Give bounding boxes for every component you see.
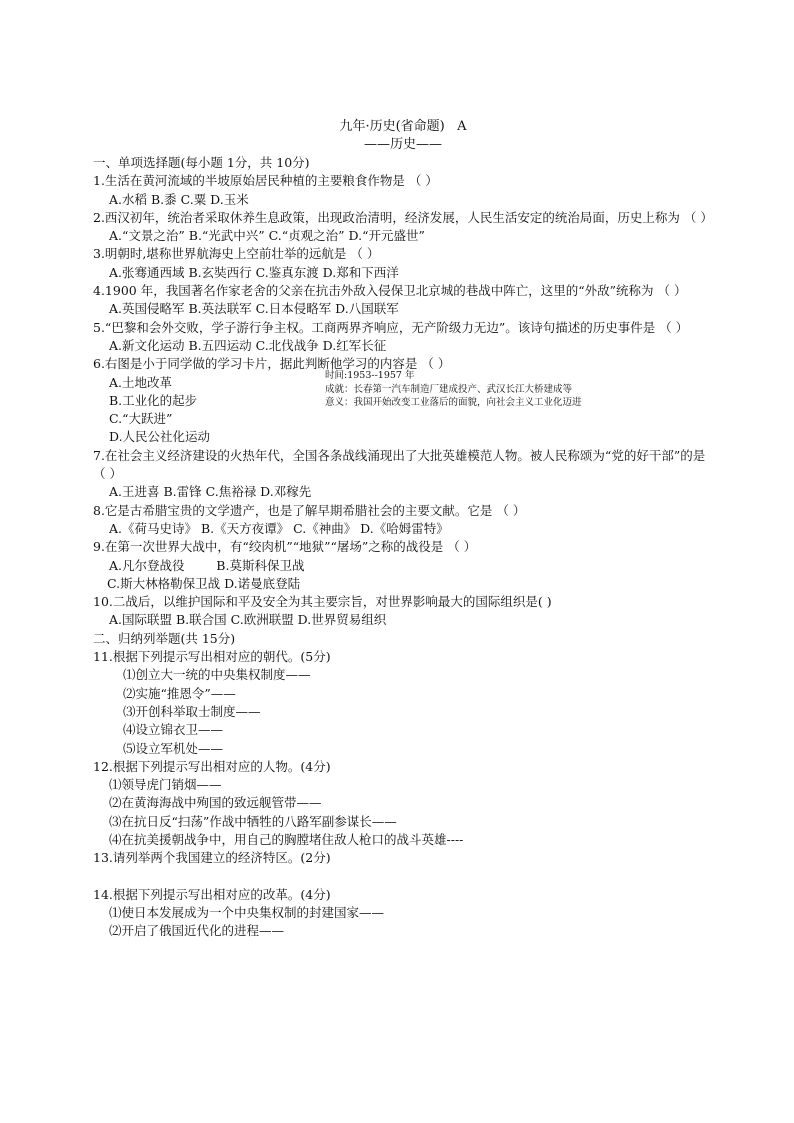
study-card-achievement: 成就：长春第一汽车制造厂建成投产、武汉长江大桥建成等 [325, 383, 573, 395]
q11-item-4: ⑷设立锦衣卫—— [123, 722, 224, 738]
q11-item-1: ⑴创立大一统的中央集权制度—— [123, 667, 311, 683]
q6-block [93, 355, 713, 446]
q13-answer-space [93, 868, 713, 886]
q5-options: A.新文化运动 B.五四运动 C.北伐战争 D.红军长征 [109, 337, 387, 353]
q7-options: A.王进喜 B.雷锋 C.焦裕禄 D.邓稼先 [109, 484, 312, 500]
q10-options: A.国际联盟 B.联合国 C.欧洲联盟 D.世界贸易组织 [109, 612, 387, 628]
q3-options: A.张骞通西域 B.玄奘西行 C.鉴真东渡 D.郑和下西洋 [109, 264, 399, 280]
study-card-significance: 意义：我国开始改变工业落后的面貌，向社会主义工业化迈进 [325, 397, 582, 409]
q5-stem: 5.“巴黎和会外交败，学子游行争主权。工商两界齐响应，无产阶级力无边”。该诗句描述的历史事件是 （ ） [93, 319, 689, 335]
q12-item-1: ⑴领导虎门销烟—— [109, 777, 222, 793]
q3-stem: 3.明朝时,堪称世界航海史上空前壮举的远航是 （ ） [93, 246, 380, 262]
q9-stem: 9.在第一次世界大战中，有“绞肉机”“地狱”“屠场”之称的战役是 （ ） [93, 539, 477, 555]
q1-stem: 1.生活在黄河流域的半坡原始居民种植的主要粮食作物是 （ ） [93, 173, 438, 189]
q11-item-2: ⑵实施“推恩令”—— [123, 685, 236, 701]
q1-options: A.水稻 B.黍 C.粟 D.玉米 [109, 191, 249, 207]
q13-stem: 13.请列举两个我国建立的经济特区。(2分) [93, 850, 331, 866]
exam-title: 九年·历史(省命题) A [339, 119, 467, 134]
q6-option-d: D.人民公社化运动 [109, 429, 211, 445]
study-card [325, 369, 725, 410]
exam-page [93, 118, 713, 940]
q11-stem: 11.根据下列提示写出相对应的朝代。(5分) [93, 649, 331, 665]
q12-item-4: ⑷在抗美援朝战争中，用自己的胸膛堵住敌人枪口的战斗英雄---- [109, 831, 464, 847]
q4-options: A.英国侵略军 B.英法联军 C.日本侵略军 D.八国联军 [109, 301, 399, 317]
study-card-time: 时间:1953--1957 年 [325, 370, 415, 382]
q11-item-5: ⑸设立军机处—— [123, 740, 224, 756]
q14-item-1: ⑴使日本发展成为一个中央集权制的封建国家—— [109, 904, 385, 920]
q2-options: A.“文景之治” B.“光武中兴” C.“贞观之治” D.“开元盛世” [109, 228, 425, 244]
q8-stem: 8.它是古希腊宝贵的文学遗产，也是了解早期希腊社会的主要文献。它是 （ ） [93, 502, 526, 518]
q6-option-a: A.土地改革 [109, 374, 173, 390]
exam-subtitle: ——历史—— [363, 137, 442, 152]
q12-stem: 12.根据下列提示写出相对应的人物。(4分) [93, 758, 331, 774]
q14-item-2: ⑵开启了俄国近代化的进程—— [109, 923, 285, 939]
q2-stem: 2.西汉初年，统治者采取休养生息政策，出现政治清明，经济发展，人民生活安定的统治局面，历史上称为 （ ） [93, 209, 713, 225]
q11-item-3: ⑶开创科举取士制度—— [123, 703, 261, 719]
q14-stem: 14.根据下列提示写出相对应的改革。(4分) [93, 886, 331, 902]
q4-stem: 4.1900 年，我国著名作家老舍的父亲在抗击外敌入侵保卫北京城的巷战中阵亡，这里的“外敌”统称为 （ ） [93, 283, 687, 299]
section1-heading: 一、单项选择题(每小题 1分，共 10分) [93, 155, 310, 170]
q10-stem: 10.二战后，以维护国际和平及安全为其主要宗旨，对世界影响最大的国际组织是( ) [93, 594, 552, 610]
q6-option-b: B.工业化的起步 [109, 392, 198, 408]
section2-heading: 二、归纳列举题(共 15分) [93, 630, 236, 646]
q6-option-c: C.“大跃进” [109, 411, 173, 427]
q7-stem: 7.在社会主义经济建设的火热年代，全国各条战线涌现出了大批英雄模范人物。被人民称颂为“党的好干部”的是 （ ） [93, 447, 706, 482]
q8-options: A.《荷马史诗》 B.《天方夜谭》 C.《神曲》 D.《哈姆雷特》 [109, 520, 449, 536]
q9-options-ab: A.凡尔登战役 B.莫斯科保卫战 [109, 557, 305, 573]
q6-stem: 6.右图是小于同学做的学习卡片，据此判断他学习的内容是 （ ） [93, 356, 451, 372]
q12-item-2: ⑵在黄海海战中殉国的致远舰管带—— [109, 795, 322, 811]
q9-options-cd: C.斯大林格勒保卫战 D.诺曼底登陆 [107, 575, 301, 591]
q12-item-3: ⑶在抗日反“扫荡”作战中牺牲的八路军副参谋长—— [109, 813, 397, 829]
